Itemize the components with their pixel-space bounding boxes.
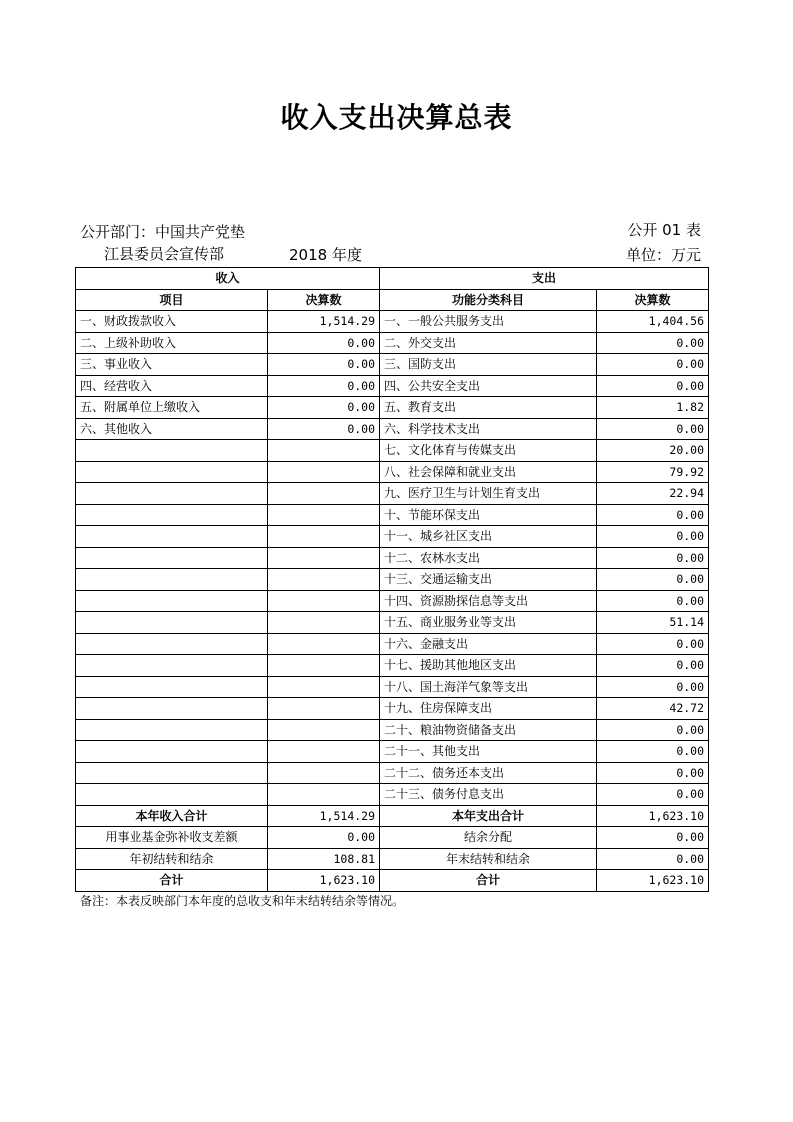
expense-amount-cell: 0.00	[597, 784, 709, 806]
table-body	[76, 311, 709, 892]
expense-amount-cell: 0.00	[597, 827, 709, 849]
table-row	[76, 440, 709, 462]
table-row	[76, 526, 709, 548]
expense-amount-cell: 22.94	[597, 483, 709, 505]
table-row	[76, 354, 709, 376]
department-line-1: 公开部门：中国共产党垫	[80, 223, 246, 241]
expense-item-cell: 二十二、债务还本支出	[380, 762, 597, 784]
expense-amount-cell: 0.00	[597, 418, 709, 440]
income-amount-cell	[268, 741, 380, 763]
expense-amount-cell: 0.00	[597, 762, 709, 784]
income-item-cell: 用事业基金弥补收支差额	[76, 827, 268, 849]
income-amount-cell	[268, 655, 380, 677]
income-item-cell	[76, 633, 268, 655]
income-item-cell: 年初结转和结余	[76, 848, 268, 870]
income-item-cell	[76, 612, 268, 634]
income-amount-cell	[268, 504, 380, 526]
expense-amount-cell: 1,623.10	[597, 805, 709, 827]
expense-amount-cell: 0.00	[597, 526, 709, 548]
expense-item-cell: 本年支出合计	[380, 805, 597, 827]
expense-item-cell: 十四、资源勘探信息等支出	[380, 590, 597, 612]
expense-amount-cell: 1,623.10	[597, 870, 709, 892]
income-item-cell	[76, 461, 268, 483]
expense-item-cell: 十五、商业服务业等支出	[380, 612, 597, 634]
income-amount-header: 决算数	[268, 289, 380, 311]
expense-item-cell: 九、医疗卫生与计划生育支出	[380, 483, 597, 505]
income-amount-cell	[268, 719, 380, 741]
table-group-header-row	[76, 268, 709, 290]
summary-row	[76, 848, 709, 870]
expense-item-header: 功能分类科目	[380, 289, 597, 311]
income-amount-cell	[268, 461, 380, 483]
income-amount-cell	[268, 633, 380, 655]
income-amount-cell: 108.81	[268, 848, 380, 870]
expense-item-cell: 二十一、其他支出	[380, 741, 597, 763]
expense-amount-cell: 0.00	[597, 633, 709, 655]
income-amount-cell	[268, 440, 380, 462]
income-item-cell	[76, 483, 268, 505]
expense-amount-cell: 1,404.56	[597, 311, 709, 333]
income-group-header: 收入	[76, 268, 380, 290]
expense-item-cell: 十八、国土海洋气象等支出	[380, 676, 597, 698]
expense-amount-cell: 51.14	[597, 612, 709, 634]
expense-amount-cell: 1.82	[597, 397, 709, 419]
income-amount-cell: 0.00	[268, 375, 380, 397]
income-amount-cell: 0.00	[268, 354, 380, 376]
expense-amount-cell: 0.00	[597, 569, 709, 591]
income-amount-cell: 0.00	[268, 332, 380, 354]
expense-item-cell: 十九、住房保障支出	[380, 698, 597, 720]
income-item-cell	[76, 440, 268, 462]
expense-amount-header: 决算数	[597, 289, 709, 311]
income-item-cell: 二、上级补助收入	[76, 332, 268, 354]
income-item-cell	[76, 569, 268, 591]
income-item-cell	[76, 504, 268, 526]
income-item-cell	[76, 784, 268, 806]
expense-item-cell: 四、公共安全支出	[380, 375, 597, 397]
table-row	[76, 784, 709, 806]
expense-amount-cell: 0.00	[597, 719, 709, 741]
income-amount-cell	[268, 569, 380, 591]
expense-group-header: 支出	[380, 268, 709, 290]
income-item-cell: 四、经营收入	[76, 375, 268, 397]
expense-item-cell: 五、教育支出	[380, 397, 597, 419]
income-item-cell	[76, 719, 268, 741]
summary-row	[76, 805, 709, 827]
expense-item-cell: 六、科学技术支出	[380, 418, 597, 440]
table-row	[76, 375, 709, 397]
income-amount-cell: 0.00	[268, 418, 380, 440]
expense-amount-cell: 79.92	[597, 461, 709, 483]
table-row	[76, 332, 709, 354]
expense-amount-cell: 42.72	[597, 698, 709, 720]
table-row	[76, 569, 709, 591]
income-item-cell: 三、事业收入	[76, 354, 268, 376]
summary-row	[76, 870, 709, 892]
footnote: 备注：本表反映部门本年度的总收支和年末结转结余等情况。	[80, 894, 405, 908]
unit-label: 单位：万元	[625, 246, 701, 264]
table-row	[76, 655, 709, 677]
income-item-cell: 六、其他收入	[76, 418, 268, 440]
expense-item-cell: 合计	[380, 870, 597, 892]
table-row	[76, 397, 709, 419]
income-item-cell	[76, 655, 268, 677]
expense-item-cell: 十、节能环保支出	[380, 504, 597, 526]
income-amount-cell: 1,514.29	[268, 805, 380, 827]
income-amount-cell: 1,623.10	[268, 870, 380, 892]
income-amount-cell	[268, 547, 380, 569]
expense-amount-cell: 0.00	[597, 676, 709, 698]
income-item-cell	[76, 547, 268, 569]
income-item-cell	[76, 762, 268, 784]
income-item-cell	[76, 590, 268, 612]
table-row	[76, 719, 709, 741]
income-item-header: 项目	[76, 289, 268, 311]
table-row	[76, 311, 709, 333]
income-item-cell: 一、财政拨款收入	[76, 311, 268, 333]
table-row	[76, 461, 709, 483]
expense-item-cell: 八、社会保障和就业支出	[380, 461, 597, 483]
expense-item-cell: 十七、援助其他地区支出	[380, 655, 597, 677]
income-amount-cell	[268, 526, 380, 548]
table-row	[76, 590, 709, 612]
table-row	[76, 676, 709, 698]
expense-item-cell: 七、文化体育与传媒支出	[380, 440, 597, 462]
expense-item-cell: 二十、粮油物资储备支出	[380, 719, 597, 741]
income-amount-cell	[268, 612, 380, 634]
expense-item-cell: 十二、农林水支出	[380, 547, 597, 569]
table-row	[76, 504, 709, 526]
table-column-header-row	[76, 289, 709, 311]
table-row	[76, 633, 709, 655]
expense-item-cell: 年末结转和结余	[380, 848, 597, 870]
income-item-cell	[76, 741, 268, 763]
expense-item-cell: 十六、金融支出	[380, 633, 597, 655]
expense-amount-cell: 0.00	[597, 547, 709, 569]
income-amount-cell	[268, 676, 380, 698]
expense-amount-cell: 0.00	[597, 655, 709, 677]
income-amount-cell	[268, 698, 380, 720]
expense-item-cell: 二、外交支出	[380, 332, 597, 354]
expense-item-cell: 二十三、债务付息支出	[380, 784, 597, 806]
income-item-cell	[76, 526, 268, 548]
expense-amount-cell: 0.00	[597, 332, 709, 354]
expense-amount-cell: 0.00	[597, 354, 709, 376]
income-amount-cell: 0.00	[268, 397, 380, 419]
income-amount-cell	[268, 483, 380, 505]
summary-row	[76, 827, 709, 849]
income-item-cell	[76, 698, 268, 720]
expense-amount-cell: 0.00	[597, 848, 709, 870]
income-amount-cell	[268, 784, 380, 806]
table-row	[76, 698, 709, 720]
department-line-2: 江县委员会宣传部	[104, 245, 225, 263]
expense-item-cell: 十三、交通运输支出	[380, 569, 597, 591]
page-title: 收入支出决算总表	[280, 101, 513, 134]
table-row	[76, 612, 709, 634]
table-row	[76, 741, 709, 763]
expense-amount-cell: 0.00	[597, 375, 709, 397]
income-item-cell: 本年收入合计	[76, 805, 268, 827]
table-row	[76, 762, 709, 784]
fiscal-year: 2018 年度	[289, 246, 362, 264]
expense-amount-cell: 0.00	[597, 504, 709, 526]
expense-item-cell: 结余分配	[380, 827, 597, 849]
expense-item-cell: 三、国防支出	[380, 354, 597, 376]
expense-item-cell: 十一、城乡社区支出	[380, 526, 597, 548]
table-row	[76, 418, 709, 440]
income-amount-cell: 1,514.29	[268, 311, 380, 333]
income-amount-cell: 0.00	[268, 827, 380, 849]
income-item-cell: 五、附属单位上缴收入	[76, 397, 268, 419]
expense-amount-cell: 0.00	[597, 590, 709, 612]
table-row	[76, 483, 709, 505]
table-code: 公开 01 表	[627, 221, 701, 239]
expense-amount-cell: 0.00	[597, 741, 709, 763]
income-item-cell	[76, 676, 268, 698]
budget-table	[75, 267, 709, 892]
income-amount-cell	[268, 590, 380, 612]
table-row	[76, 547, 709, 569]
income-item-cell: 合计	[76, 870, 268, 892]
income-amount-cell	[268, 762, 380, 784]
expense-amount-cell: 20.00	[597, 440, 709, 462]
expense-item-cell: 一、一般公共服务支出	[380, 311, 597, 333]
